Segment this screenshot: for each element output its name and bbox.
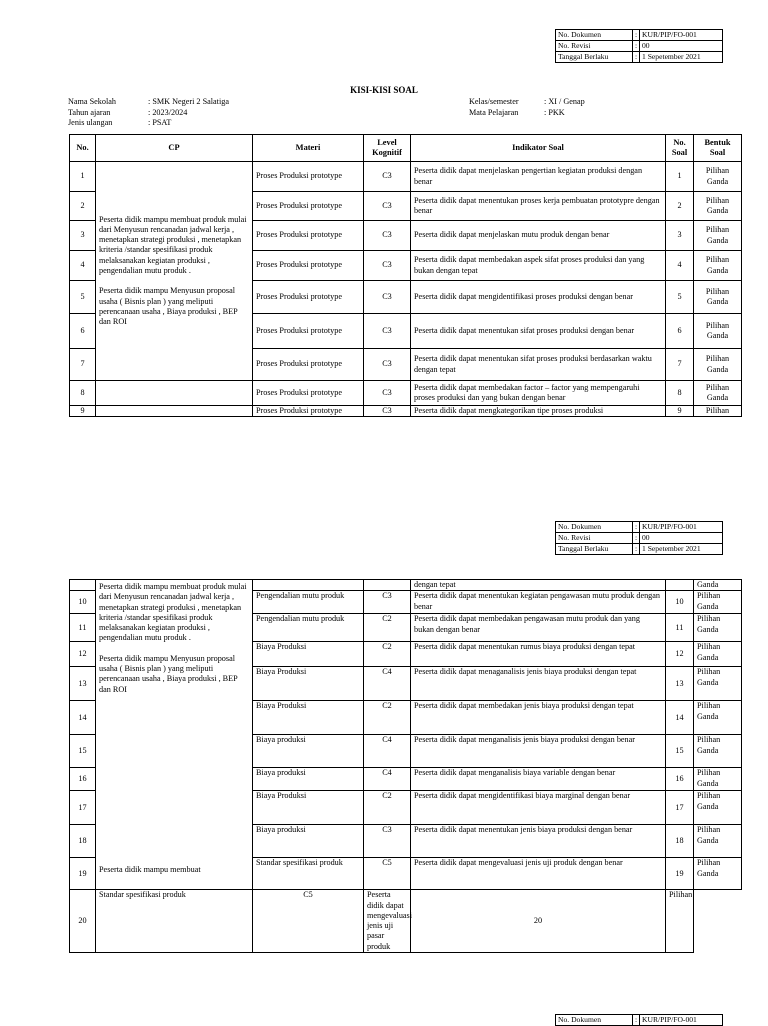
indikator-cell: Peserta didik dapat membedakan factor – factor yang mempengaruhi proses produksi dan yang bukan dengan benar xyxy=(411,381,666,406)
bentuk-soal-cell: Pilihan xyxy=(666,890,694,953)
row-number: 16 xyxy=(70,768,96,791)
table-row xyxy=(70,890,742,953)
cp-cell-empty xyxy=(96,406,253,417)
nama-sekolah-label: Nama Sekolah xyxy=(68,97,116,106)
indikator-cell: Peserta didik dapat mengevaluasi jenis uji produk dengan benar xyxy=(411,858,666,890)
cp-cell-empty xyxy=(96,381,253,406)
indikator-cell: Peserta didik dapat mengkategorikan tipe proses produksi xyxy=(411,406,666,417)
materi-cell: Proses Produksi prototype xyxy=(253,221,364,251)
materi-cell-empty xyxy=(253,580,364,591)
indikator-cell: Peserta didik dapat menjelaskan pengertian kegiatan produksi dengan benar xyxy=(411,162,666,192)
bentuk-soal-cell: Pilihan Ganda xyxy=(694,667,742,701)
indikator-cell: Peserta didik dapat menjelaskan mutu produk dengan benar xyxy=(411,221,666,251)
cp-text: Peserta didik mampu membuat produk mulai dari Menyusun rencanadan jadwal kerja , menetapkan strategi produksi , menetapkan kriteria /standar spesifikasi produk melaksanakan kegiatan produksi , pengendalian mutu produk . Peserta didik mampu Menyusun proposal usaha ( Bisnis plan ) yang meliputi perencanaan usaha , Biaya produksi , BEP dan ROI xyxy=(99,582,247,694)
kelas-semester-value: : XI / Genap xyxy=(544,97,585,106)
row-number: 10 xyxy=(70,591,96,614)
document-info-box xyxy=(555,1014,723,1026)
bentuk-soal-cell: Pilihan Ganda xyxy=(694,349,742,381)
materi-cell: Proses Produksi prototype xyxy=(253,192,364,221)
no-soal-cell: 3 xyxy=(666,221,694,251)
indikator-cell: Peserta didik dapat mengidentifikasi biaya marginal dengan benar xyxy=(411,791,666,825)
row-number: 4 xyxy=(70,251,96,281)
level-kognitif-cell: C3 xyxy=(364,349,411,381)
bentuk-soal-cell: Pilihan Ganda xyxy=(694,768,742,791)
no-soal-cell: 8 xyxy=(666,381,694,406)
no-soal-cell: 6 xyxy=(666,314,694,349)
bentuk-soal-cell: Ganda xyxy=(694,580,742,591)
level-kognitif-cell: C3 xyxy=(364,251,411,281)
materi-cell: Biaya Produksi xyxy=(253,667,364,701)
tanggal-berlaku-value: 1 Sepetember 2021 xyxy=(640,52,723,63)
no-revisi-value: 00 xyxy=(640,533,723,544)
kisi-kisi-table-page-1 xyxy=(69,134,742,417)
no-soal-cell: 14 xyxy=(666,701,694,735)
bentuk-soal-cell: Pilihan Ganda xyxy=(694,192,742,221)
cp-text-tail: Peserta didik mampu membuat xyxy=(99,864,201,874)
row-number: 14 xyxy=(70,701,96,735)
row-number: 12 xyxy=(70,642,96,667)
separator: : xyxy=(633,1015,640,1026)
materi-cell: Proses Produksi prototype xyxy=(253,251,364,281)
level-kognitif-cell: C3 xyxy=(364,406,411,417)
level-kognitif-cell: C2 xyxy=(364,701,411,735)
level-kognitif-cell: C5 xyxy=(364,858,411,890)
no-revisi-label: No. Revisi xyxy=(556,533,633,544)
no-dokumen-value: KUR/PIP/FO-001 xyxy=(640,30,723,41)
cp-cell xyxy=(96,580,253,890)
header-cp: CP xyxy=(96,135,253,162)
no-dokumen-value: KUR/PIP/FO-001 xyxy=(640,522,723,533)
indikator-cell: Peserta didik dapat menentukan sifat proses produksi berdasarkan waktu dengan tepat xyxy=(411,349,666,381)
bentuk-soal-cell: Pilihan Ganda xyxy=(694,162,742,192)
bentuk-soal-cell: Pilihan Ganda xyxy=(694,591,742,614)
mata-pelajaran-label: Mata Pelajaran xyxy=(469,107,519,117)
materi-cell: Proses Produksi prototype xyxy=(253,406,364,417)
document-info-box xyxy=(555,521,723,555)
tanggal-berlaku-label: Tanggal Berlaku xyxy=(556,52,633,63)
indikator-cell: dengan tepat xyxy=(411,580,666,591)
header-level-kognitif: Level Kognitif xyxy=(364,135,411,162)
page-title: KISI-KISI SOAL xyxy=(350,85,418,95)
bentuk-soal-cell: Pilihan Ganda xyxy=(694,642,742,667)
kelas-semester-label: Kelas/semester xyxy=(469,97,519,106)
bentuk-soal-cell: Pilihan xyxy=(694,406,742,417)
level-kognitif-cell: C3 xyxy=(364,381,411,406)
header-no-soal: No. Soal xyxy=(666,135,694,162)
materi-cell: Biaya produksi xyxy=(253,825,364,858)
materi-cell: Proses Produksi prototype xyxy=(253,314,364,349)
no-soal-cell: 9 xyxy=(666,406,694,417)
materi-cell: Proses Produksi prototype xyxy=(253,349,364,381)
row-number: 7 xyxy=(70,349,96,381)
indikator-cell: Peserta didik dapat menentukan jenis biaya produksi dengan benar xyxy=(411,825,666,858)
indikator-cell: Peserta didik dapat membedakan aspek sifat proses produksi dan yang bukan dengan tepat xyxy=(411,251,666,281)
no-revisi-label: No. Revisi xyxy=(556,41,633,52)
header-bentuk-soal: Bentuk Soal xyxy=(694,135,742,162)
row-number: 18 xyxy=(70,825,96,858)
no-soal-cell: 16 xyxy=(666,768,694,791)
no-dokumen-label: No. Dokumen xyxy=(556,30,633,41)
row-number: 2 xyxy=(70,192,96,221)
tanggal-berlaku-value: 1 Sepetember 2021 xyxy=(640,544,723,555)
row-number: 15 xyxy=(70,735,96,768)
materi-cell: Biaya Produksi xyxy=(253,701,364,735)
no-dokumen-label: No. Dokumen xyxy=(556,1015,633,1026)
materi-cell: Biaya Produksi xyxy=(253,642,364,667)
materi-cell: Standar spesifikasi produk xyxy=(253,858,364,890)
meta-right xyxy=(469,97,585,118)
no-soal-cell: 18 xyxy=(666,825,694,858)
bentuk-soal-cell: Pilihan Ganda xyxy=(694,825,742,858)
level-kognitif-cell: C3 xyxy=(364,162,411,192)
level-kognitif-cell: C4 xyxy=(364,735,411,768)
separator: : xyxy=(633,522,640,533)
indikator-cell: Peserta didik dapat membedakan pengawasan mutu produk dan yang bukan dengan benar xyxy=(411,614,666,642)
row-number: 6 xyxy=(70,314,96,349)
row-number: 13 xyxy=(70,667,96,701)
no-soal-cell: 15 xyxy=(666,735,694,768)
no-soal-cell: 4 xyxy=(666,251,694,281)
no-soal-cell: 19 xyxy=(666,858,694,890)
materi-cell: Biaya Produksi xyxy=(253,791,364,825)
materi-cell: Proses Produksi prototype xyxy=(253,381,364,406)
level-kognitif-cell: C3 xyxy=(364,314,411,349)
level-kognitif-cell: C2 xyxy=(364,614,411,642)
row-number: 20 xyxy=(70,890,96,953)
bentuk-soal-cell: Pilihan Ganda xyxy=(694,251,742,281)
tahun-ajaran-label: Tahun ajaran xyxy=(68,107,111,117)
bentuk-soal-cell: Pilihan Ganda xyxy=(694,221,742,251)
meta-left xyxy=(68,97,229,129)
indikator-cell: Peserta didik dapat menaganalisis jenis biaya produksi dengan tepat xyxy=(411,667,666,701)
indikator-cell: Peserta didik dapat mengidentifikasi proses produksi dengan benar xyxy=(411,281,666,314)
separator: : xyxy=(633,533,640,544)
indikator-cell: Peserta didik dapat menentukan kegiatan pengawasan mutu produk dengan benar xyxy=(411,591,666,614)
table-row xyxy=(70,381,742,406)
indikator-cell: Peserta didik dapat menganalisis jenis biaya produksi dengan benar xyxy=(411,735,666,768)
row-number-empty xyxy=(70,580,96,591)
level-kognitif-cell: C3 xyxy=(364,192,411,221)
tahun-ajaran-value: : 2023/2024 xyxy=(148,107,188,117)
level-kognitif-cell: C2 xyxy=(364,791,411,825)
no-soal-cell: 20 xyxy=(411,890,666,953)
separator: : xyxy=(633,41,640,52)
table-row xyxy=(70,406,742,417)
table-row xyxy=(70,162,742,192)
separator: : xyxy=(633,544,640,555)
kisi-kisi-table-page-2 xyxy=(69,579,742,953)
row-number: 19 xyxy=(70,858,96,890)
level-kognitif-cell: C3 xyxy=(364,281,411,314)
no-dokumen-label: No. Dokumen xyxy=(556,522,633,533)
no-soal-cell: 11 xyxy=(666,614,694,642)
no-soal-cell: 13 xyxy=(666,667,694,701)
materi-cell: Biaya produksi xyxy=(253,768,364,791)
cp-cell xyxy=(96,162,253,381)
row-number: 8 xyxy=(70,381,96,406)
header-no: No. xyxy=(70,135,96,162)
jenis-ulangan-value: : PSAT xyxy=(148,118,172,127)
header-materi: Materi xyxy=(253,135,364,162)
no-soal-cell: 10 xyxy=(666,591,694,614)
no-soal-cell-empty xyxy=(666,580,694,591)
level-kognitif-cell: C4 xyxy=(364,768,411,791)
bentuk-soal-cell: Pilihan Ganda xyxy=(694,735,742,768)
materi-cell: Standar spesifikasi produk xyxy=(96,890,253,953)
materi-cell: Pengendalian mutu produk xyxy=(253,614,364,642)
row-number: 9 xyxy=(70,406,96,417)
bentuk-soal-cell: Pilihan Ganda xyxy=(694,701,742,735)
indikator-cell: Peserta didik dapat menentukan rumus biaya produksi dengan tepat xyxy=(411,642,666,667)
nama-sekolah-value: : SMK Negeri 2 Salatiga xyxy=(148,97,229,106)
no-soal-cell: 12 xyxy=(666,642,694,667)
bentuk-soal-cell: Pilihan Ganda xyxy=(694,381,742,406)
row-number: 17 xyxy=(70,791,96,825)
row-number: 1 xyxy=(70,162,96,192)
row-number: 5 xyxy=(70,281,96,314)
level-kognitif-cell: C3 xyxy=(364,221,411,251)
materi-cell: Pengendalian mutu produk xyxy=(253,591,364,614)
no-soal-cell: 5 xyxy=(666,281,694,314)
separator: : xyxy=(633,52,640,63)
level-cell-empty xyxy=(364,580,411,591)
bentuk-soal-cell: Pilihan Ganda xyxy=(694,614,742,642)
header-indikator-soal: Indikator Soal xyxy=(411,135,666,162)
materi-cell: Proses Produksi prototype xyxy=(253,281,364,314)
indikator-cell: Peserta didik dapat menentukan sifat proses produksi dengan benar xyxy=(411,314,666,349)
bentuk-soal-cell: Pilihan Ganda xyxy=(694,791,742,825)
level-kognitif-cell: C4 xyxy=(364,667,411,701)
no-soal-cell: 7 xyxy=(666,349,694,381)
level-kognitif-cell: C3 xyxy=(364,825,411,858)
materi-cell: Biaya produksi xyxy=(253,735,364,768)
no-revisi-value: 00 xyxy=(640,41,723,52)
mata-pelajaran-value: : PKK xyxy=(544,107,565,117)
indikator-cell: Peserta didik dapat menentukan proses kerja pembuatan prototypre dengan benar xyxy=(411,192,666,221)
indikator-cell: Peserta didik dapat membedakan jenis biaya produksi dengan tepat xyxy=(411,701,666,735)
document-info-box xyxy=(555,29,723,63)
jenis-ulangan-label: Jenis ulangan xyxy=(68,118,113,127)
no-soal-cell: 17 xyxy=(666,791,694,825)
level-kognitif-cell: C2 xyxy=(364,642,411,667)
level-kognitif-cell: C5 xyxy=(253,890,364,953)
bentuk-soal-cell: Pilihan Ganda xyxy=(694,281,742,314)
row-number: 3 xyxy=(70,221,96,251)
row-number: 11 xyxy=(70,614,96,642)
no-dokumen-value: KUR/PIP/FO-001 xyxy=(640,1015,723,1026)
level-kognitif-cell: C3 xyxy=(364,591,411,614)
tanggal-berlaku-label: Tanggal Berlaku xyxy=(556,544,633,555)
materi-cell: Proses Produksi prototype xyxy=(253,162,364,192)
bentuk-soal-cell: Pilihan Ganda xyxy=(694,314,742,349)
indikator-cell: Peserta didik dapat menganalisis biaya variable dengan benar xyxy=(411,768,666,791)
separator: : xyxy=(633,30,640,41)
no-soal-cell: 2 xyxy=(666,192,694,221)
indikator-cell: Peserta didik dapat mengevaluasi jenis uji pasar produk xyxy=(364,890,411,953)
table-row-continuation xyxy=(70,580,742,591)
no-soal-cell: 1 xyxy=(666,162,694,192)
cp-text: Peserta didik mampu membuat produk mulai dari Menyusun rencanadan jadwal kerja , menetapkan strategi produksi , menetapkan kriteria /standar spesifikasi produk melaksanakan kegiatan produksi , pengendalian mutu produk . Peserta didik mampu Menyusun proposal usaha ( Bisnis plan ) yang meliputi perencanaan usaha , Biaya produksi , BEP dan ROI xyxy=(99,214,247,327)
bentuk-soal-cell: Pilihan Ganda xyxy=(694,858,742,890)
